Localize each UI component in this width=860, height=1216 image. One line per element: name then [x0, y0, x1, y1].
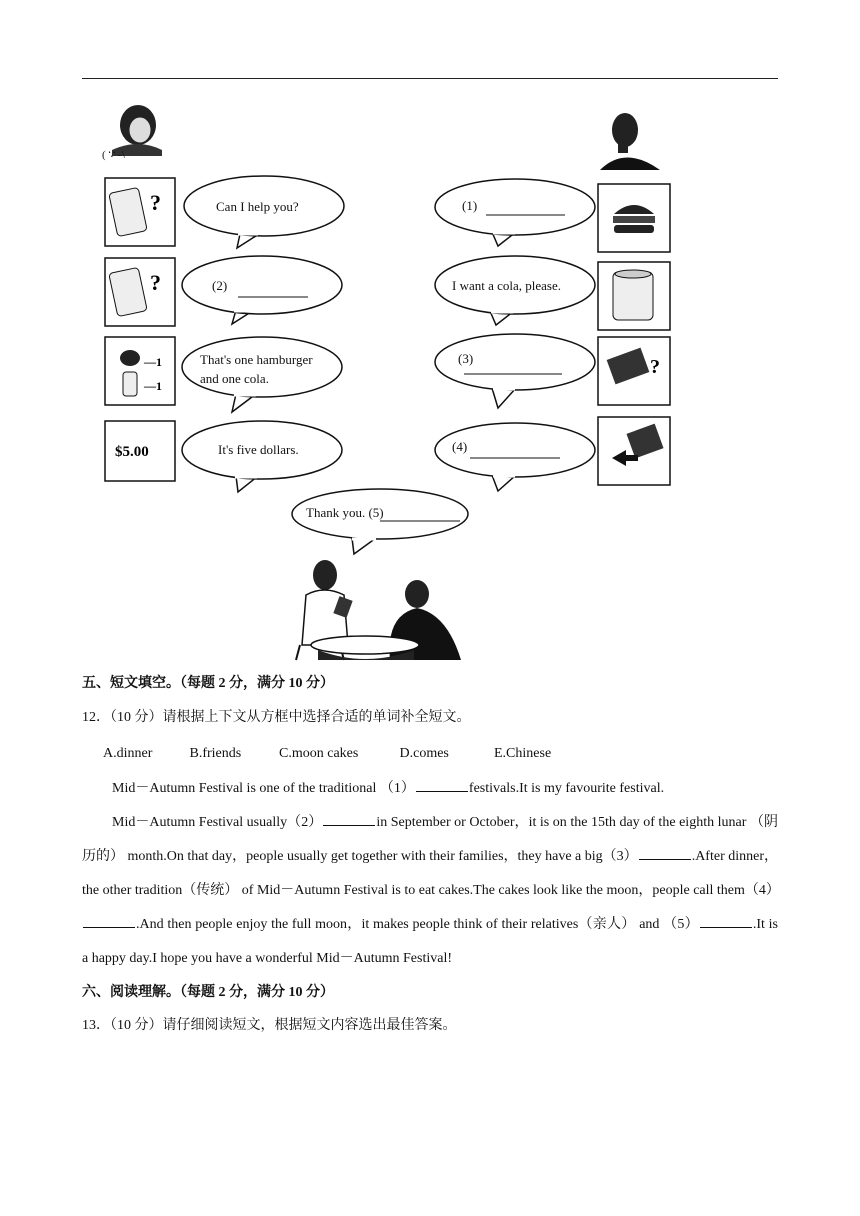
svg-text:(1): (1) [462, 198, 478, 213]
option-a: A.dinner [103, 746, 153, 761]
bubble-thank-you [292, 489, 468, 554]
passage-text: Mid－Autumn Festival is one of the traditional （1） [112, 781, 415, 796]
passage-text: in September or October，it is on the 15th day of the eighth lunar （阴历的） month.On that day，people usually get together with their families，they have a big（3） [82, 815, 779, 864]
svg-text:Thank you. (5): Thank you. (5) [306, 505, 384, 520]
word-options [103, 745, 551, 763]
waitress-figure [102, 105, 162, 161]
price-box [105, 421, 175, 481]
svg-text:That's one hamburger: That's one hamburger [200, 352, 313, 367]
question-mark: ? [150, 270, 161, 295]
customer-figure [600, 113, 660, 170]
question-mark: ? [650, 356, 660, 378]
hamburger-box [598, 184, 670, 252]
passage-text: festivals.It is my favourite festival. [468, 781, 665, 796]
pay-box [598, 417, 670, 485]
svg-text:( ∵ -\: ( ∵ -\ [102, 149, 125, 161]
bubble-can-i-help [184, 176, 344, 248]
option-d: D.comes [399, 746, 449, 761]
money-box [598, 337, 670, 405]
price-label: $5.00 [115, 444, 149, 460]
svg-text:(3): (3) [458, 351, 474, 366]
passage-text: .It is a happy day.I hope you have a wonderful Mid－Autumn Festival! [82, 917, 779, 966]
passage-paragraph-1 [82, 772, 778, 806]
menu-box-1 [105, 178, 175, 246]
section-5-heading: 五、短文填空。（每题 2 分，满分 10 分） [82, 676, 334, 691]
bubble-order [182, 337, 342, 412]
bubble-blank-3 [435, 334, 595, 408]
bubble-blank-2 [182, 256, 342, 324]
blank-5[interactable] [700, 915, 752, 928]
svg-text:It's five dollars.: It's five dollars. [218, 442, 299, 457]
blank-4[interactable] [83, 915, 135, 928]
passage-text: .And then people enjoy the full moon，it makes people think of their relatives（亲人） and （5） [136, 917, 699, 932]
passage-paragraph-2 [82, 806, 778, 976]
svg-text:I want a cola, please.: I want a cola, please. [452, 278, 562, 293]
question-13: 13．（10 分）请仔细阅读短文，根据短文内容选出最佳答案。 [82, 1018, 457, 1033]
cola-box [598, 262, 670, 330]
svg-text:(4): (4) [452, 439, 468, 454]
option-c: C.moon cakes [279, 746, 359, 761]
blank-1[interactable] [416, 779, 468, 792]
question-12: 12．（10 分）请根据上下文从方框中选择合适的单词补全短文。 [82, 710, 471, 725]
bubble-price [182, 421, 342, 492]
cola-count: —1 [144, 379, 162, 393]
order-box [105, 337, 175, 405]
option-b: B.friends [189, 746, 242, 761]
passage-text: Mid－Autumn Festival usually（2） [112, 815, 323, 830]
svg-text:and one cola.: and one cola. [200, 371, 269, 386]
blank-3[interactable] [639, 847, 691, 860]
bubble-blank-1 [435, 179, 595, 246]
blank-2[interactable] [323, 813, 375, 826]
option-e: E.Chinese [494, 746, 552, 761]
passage-text: .After dinner，the other tradition（传统） of Mid－Autumn Festival is to eat cakes.The cakes look like the moon，people call them（4） [82, 849, 780, 898]
hamburger-count: —1 [144, 355, 162, 369]
question-mark: ? [150, 190, 161, 215]
section-6-heading: 六、阅读理解。（每题 2 分，满分 10 分） [82, 985, 334, 1000]
bubble-blank-4 [435, 423, 595, 491]
menu-box-2 [105, 258, 175, 326]
restaurant-scene-image [296, 560, 461, 660]
svg-text:(2): (2) [212, 278, 228, 293]
svg-text:Can I help you?: Can I help you? [216, 199, 299, 214]
bubble-want-cola [435, 256, 595, 325]
